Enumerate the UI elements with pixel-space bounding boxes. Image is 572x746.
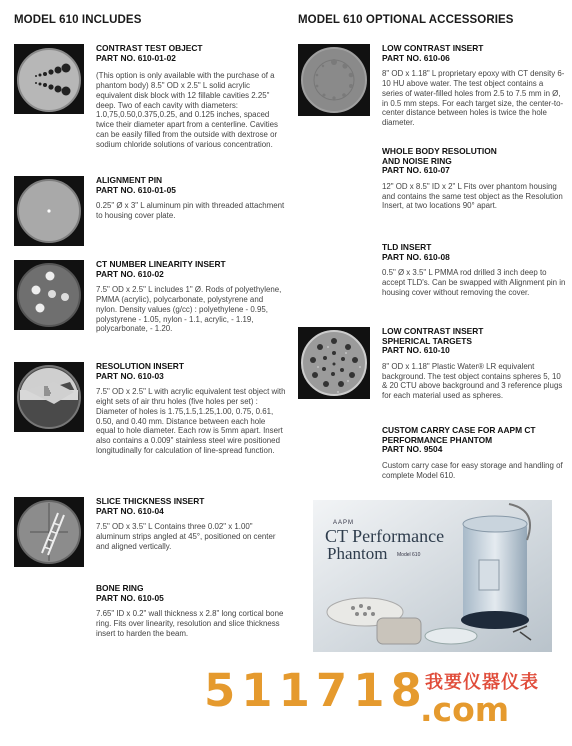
item-description: 7.5" OD x 2.5" L includes 1" Ø. Rods of polyethylene, PMMA (acrylic), polycarbonate, polystyrene and nylon. Density values (g/cc) : polyethylene - 0.95, polystyrene - 1.05, nylon - 1.1, acrylic, - 1.19, polycarbonate, - 1.20.: [96, 285, 282, 334]
item-description: 7.5" OD x 2.5" L with acrylic equivalent test object with eight sets of air thru holes (five holes per set) : Diameter of holes is 1.75,1.5,1.25,1.00, 0.75, 0.61, 0.50, and 0.40 mm. Distance between each hole equal to hole diameter. Each row is 5mm apart. Insert also contains a 0.009" stainless steel wire positioned longitudinally for calculation of line-spread function.: [96, 387, 286, 455]
alignment-pin-thumbnail: [14, 176, 84, 246]
item-description: 8" OD x 1.18" L proprietary epoxy with CT density 6-10 HU above water. The test object contains a series of water-filled holes from 2.5 to 7.5 mm in Ø, in 0.5 mm steps. For each target size, the center-to-center distance between holes is twice the hole diameter.: [382, 69, 565, 128]
item-name: CT NUMBER LINEARITY INSERT: [96, 259, 226, 269]
item-description: 7.5" OD x 3.5" L Contains three 0.02" x 1.00" aluminum strips angled at 45°, positioned on center and aligned vertically.: [96, 522, 276, 551]
item-name: ALIGNMENT PIN: [96, 175, 163, 185]
item-part: PART NO. 610-06: [382, 52, 450, 63]
item-name: WHOLE BODY RESOLUTION AND NOISE RING: [382, 146, 497, 166]
item-description: 12" OD x 8.5" ID x 2" L Fits over phantom housing and contains the same test object as the Resolution Insert, at two locations 90° apart.: [382, 181, 563, 211]
product-carry-case: [382, 426, 566, 480]
watermark-domain: .com: [420, 690, 510, 729]
item-description: 0.25" Ø x 3" L aluminum pin with threaded attachment to housing cover plate.: [96, 201, 285, 220]
right-column-title: MODEL 610 OPTIONAL ACCESSORIES: [298, 14, 514, 26]
item-part: PART NO. 610-07: [382, 165, 450, 176]
watermark-number: 511718: [204, 664, 428, 717]
spherical-targets-thumbnail: [298, 327, 370, 399]
item-name: LOW CONTRAST INSERT: [382, 43, 484, 53]
item-name: TLD INSERT: [382, 242, 432, 252]
low-contrast-insert-thumbnail: [298, 44, 370, 116]
item-description: 7.65" ID x 0.2" wall thickness x 2.8" long cortical bone ring. Fits over linearity, resolution and slice thickness insert to harden the beam.: [96, 609, 284, 638]
slice-thickness-insert-thumbnail: [14, 497, 84, 567]
item-description: (This option is only available with the purchase of a phantom body) 8.5" OD x 2.5" L solid acrylic equivalent disk block with 12 fillable cavities 2.25" deep. Two of each cavity with diameters: 1.0,75,0.50,0.375,0.25, and 0.125 inches, spaced twice their diameter apart from a centerline. Cavities can be easily filled from the outside with dextrose or sodium chloride solutions of various concentration.: [96, 71, 278, 149]
resolution-insert-thumbnail: [14, 362, 84, 432]
product-photo: [313, 500, 552, 652]
item-part: PART NO. 610-04: [96, 505, 164, 516]
item-name: LOW CONTRAST INSERT SPHERICAL TARGETS: [382, 326, 484, 346]
product-tld-insert: [382, 243, 566, 298]
contrast-test-object-thumbnail: [14, 44, 84, 114]
product-bone-ring: [96, 584, 286, 639]
item-part: PART NO. 9504: [382, 444, 443, 455]
item-name: RESOLUTION INSERT: [96, 361, 184, 371]
item-description: Custom carry case for easy storage and handling of complete Model 610.: [382, 460, 563, 480]
item-part: PART NO. 610-01-02: [96, 52, 176, 63]
left-column-title: MODEL 610 INCLUDES: [14, 14, 142, 26]
item-name: SLICE THICKNESS INSERT: [96, 496, 205, 506]
promo-brand: AAPM: [333, 520, 355, 526]
linearity-insert-thumbnail: [14, 260, 84, 330]
product-whole-body-resolution-ring: [382, 147, 566, 211]
item-part: PART NO. 610-10: [382, 345, 450, 356]
item-part: PART NO. 610-05: [96, 592, 164, 603]
item-description: 0.5" Ø x 3.5" L PMMA rod drilled 3 inch deep to accept TLD's. Can be swapped with Alignment pin in housing cover without removing the cover.: [382, 268, 566, 297]
item-name: CONTRAST TEST OBJECT: [96, 43, 203, 53]
item-name: BONE RING: [96, 583, 144, 593]
item-name: CUSTOM CARRY CASE FOR AAPM CT PERFORMANCE PHANTOM: [382, 425, 536, 445]
item-part: PART NO. 610-02: [96, 268, 164, 279]
item-part: PART NO. 610-08: [382, 251, 450, 262]
item-part: PART NO. 610-03: [96, 370, 164, 381]
promo-title-line1: CT Performance: [325, 526, 445, 546]
watermark-chinese: 我要仪器仪表: [425, 672, 539, 692]
promo-title-line2: Phantom: [327, 544, 388, 563]
item-part: PART NO. 610-01-05: [96, 184, 176, 195]
item-description: 8" OD x 1.18" Plastic Water® LR equivalent background. The test object contains spheres 5, 10 & 20 CTU above background and 3 reference plugs for each material used as spheres.: [382, 361, 563, 401]
promo-model: Model 610: [397, 552, 421, 558]
